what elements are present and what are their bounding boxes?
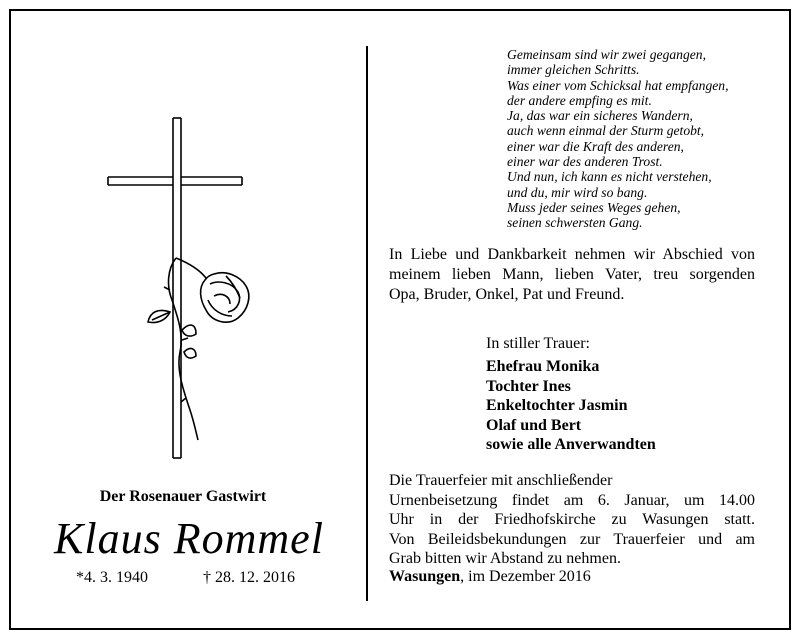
place-town: Wasungen	[389, 568, 461, 585]
poem-line: der andere empfing es mit.	[507, 92, 652, 108]
mourner: Ehefrau Monika	[486, 358, 600, 375]
poem-line: und du, mir wird so bang.	[507, 184, 648, 200]
birth-date: *4. 3. 1940	[76, 569, 148, 586]
poem-line: Ja, das war ein sicheres Wandern,	[507, 108, 693, 124]
mourners-list	[486, 357, 656, 455]
poem-line: Muss jeder seines Weges gehen,	[507, 199, 681, 215]
service-line: Uhr in der Friedhofskirche zu Wasungen statt.	[389, 511, 755, 528]
poem-line: immer gleichen Schritts.	[507, 62, 640, 78]
poem-line: Was einer vom Schicksal hat empfangen,	[507, 77, 729, 93]
mourner: Olaf und Bert	[486, 416, 582, 434]
poem-line: Und nun, ich kann es nicht verstehen,	[507, 169, 712, 185]
poem-line: einer war die Kraft des anderen,	[507, 138, 684, 154]
cross-with-rose-icon	[0, 0, 366, 470]
mourner: sowie alle Anverwandten	[486, 436, 656, 453]
place-date	[389, 568, 591, 586]
service-line: Von Beileidsbekundungen zur Trauerfeier und am	[389, 530, 755, 548]
service-line: Grab bitten wir Abstand zu nehmen.	[389, 550, 621, 567]
farewell-text	[389, 245, 755, 305]
service-line: Die Trauerfeier mit anschließender	[389, 472, 613, 489]
farewell-line: In Liebe und Dankbarkeit nehmen wir Abschied von	[389, 246, 755, 263]
poem-verse	[507, 47, 728, 231]
service-line: Urnenbeisetzung findet am 6. Januar, um 14.00	[389, 491, 755, 509]
service-notice	[389, 471, 755, 569]
mourner: Enkeltochter Jasmin	[486, 397, 628, 414]
mourning-label: In stiller Trauer:	[486, 335, 590, 352]
poem-line: seinen schwersten Gang.	[507, 215, 643, 231]
poem-line: auch wenn einmal der Sturm getobt,	[507, 123, 705, 139]
mourner: Tochter Ines	[486, 377, 571, 395]
deceased-role: Der Rosenauer Gastwirt	[99, 488, 267, 505]
deceased-name: Klaus Rommel	[54, 514, 324, 563]
farewell-line: meinem lieben Mann, lieben Vater, treu sorgenden	[389, 266, 755, 283]
column-divider	[366, 46, 368, 601]
poem-line: Gemeinsam sind wir zwei gegangen,	[507, 47, 706, 62]
death-date: † 28. 12. 2016	[203, 569, 295, 586]
poem-line: einer war des anderen Trost.	[507, 154, 663, 170]
farewell-line: Opa, Bruder, Onkel, Pat und Freund.	[389, 286, 625, 303]
place-date-text: , im Dezember 2016	[460, 568, 591, 585]
